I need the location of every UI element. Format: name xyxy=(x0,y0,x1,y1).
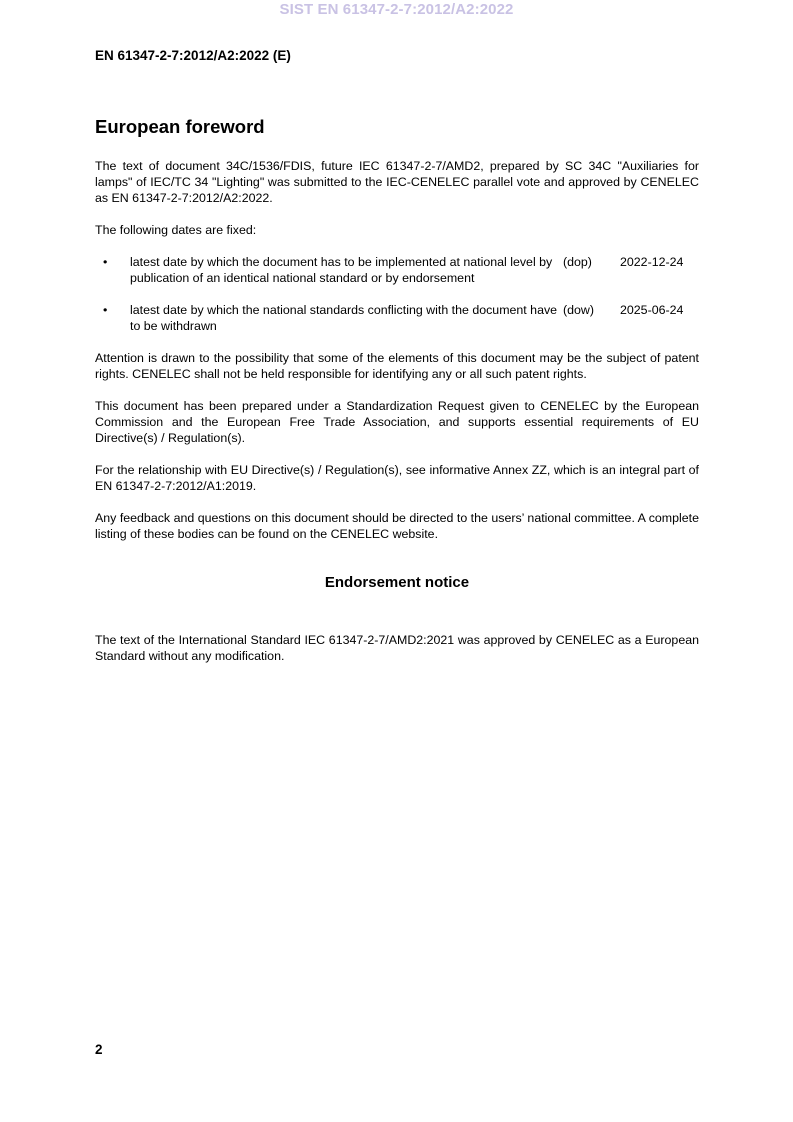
patent-paragraph: Attention is drawn to the possibility that some of the elements of this document may be the subject of patent rights. CENELEC shall not be held responsible for identifying any or all such patent rights. xyxy=(95,351,699,381)
feedback-paragraph: Any feedback and questions on this document should be directed to the users’ national committee. A complete listing of these bodies can be found on the CENELEC website. xyxy=(95,511,699,541)
watermark: SIST EN 61347-2-7:2012/A2:2022 xyxy=(279,1,514,18)
document-id: EN 61347-2-7:2012/A2:2022 (E) xyxy=(95,48,291,63)
date-value: 2022-12-24 xyxy=(620,255,684,269)
endorsement-text: The text of the International Standard IEC 61347-2-7/AMD2:2021 was approved by CENELEC as a European Standard without any modification. xyxy=(95,633,699,663)
mandate-paragraph: This document has been prepared under a Standardization Request given to CENELEC by the European Commission and the European Free Trade Association, and supports essential requirements of EU Directive(s) / Regulation(s). xyxy=(95,399,699,445)
date-code: (dow) xyxy=(563,303,594,317)
foreword-title: European foreword xyxy=(95,116,265,137)
date-value: 2025-06-24 xyxy=(620,303,684,317)
bullet: • xyxy=(103,303,108,317)
date-row-dow xyxy=(95,302,699,334)
date-row-dop xyxy=(95,254,699,286)
dates-intro: The following dates are fixed: xyxy=(95,223,257,237)
date-code: (dop) xyxy=(563,255,592,269)
page-number: 2 xyxy=(95,1042,103,1057)
annex-paragraph: For the relationship with EU Directive(s) / Regulation(s), see informative Annex ZZ, which is an integral part of EN 61347-2-7:2012/A1:2019. xyxy=(95,463,699,493)
date-description: latest date by which the national standards conflicting with the document have to be withdrawn xyxy=(130,303,558,333)
date-description: latest date by which the document has to be implemented at national level by publication of an identical national standard or by endorsement xyxy=(130,255,553,285)
main-content xyxy=(95,116,699,680)
foreword-intro: The text of document 34C/1536/FDIS, future IEC 61347-2-7/AMD2, prepared by SC 34C "Auxiliaries for lamps" of IEC/TC 34 "Lighting" was submitted to the IEC-CENELEC parallel vote and approved by CENELEC as EN 61347-2-7:2012/A2:2022. xyxy=(95,159,699,205)
bullet: • xyxy=(103,255,108,269)
endorsement-title: Endorsement notice xyxy=(324,574,470,591)
